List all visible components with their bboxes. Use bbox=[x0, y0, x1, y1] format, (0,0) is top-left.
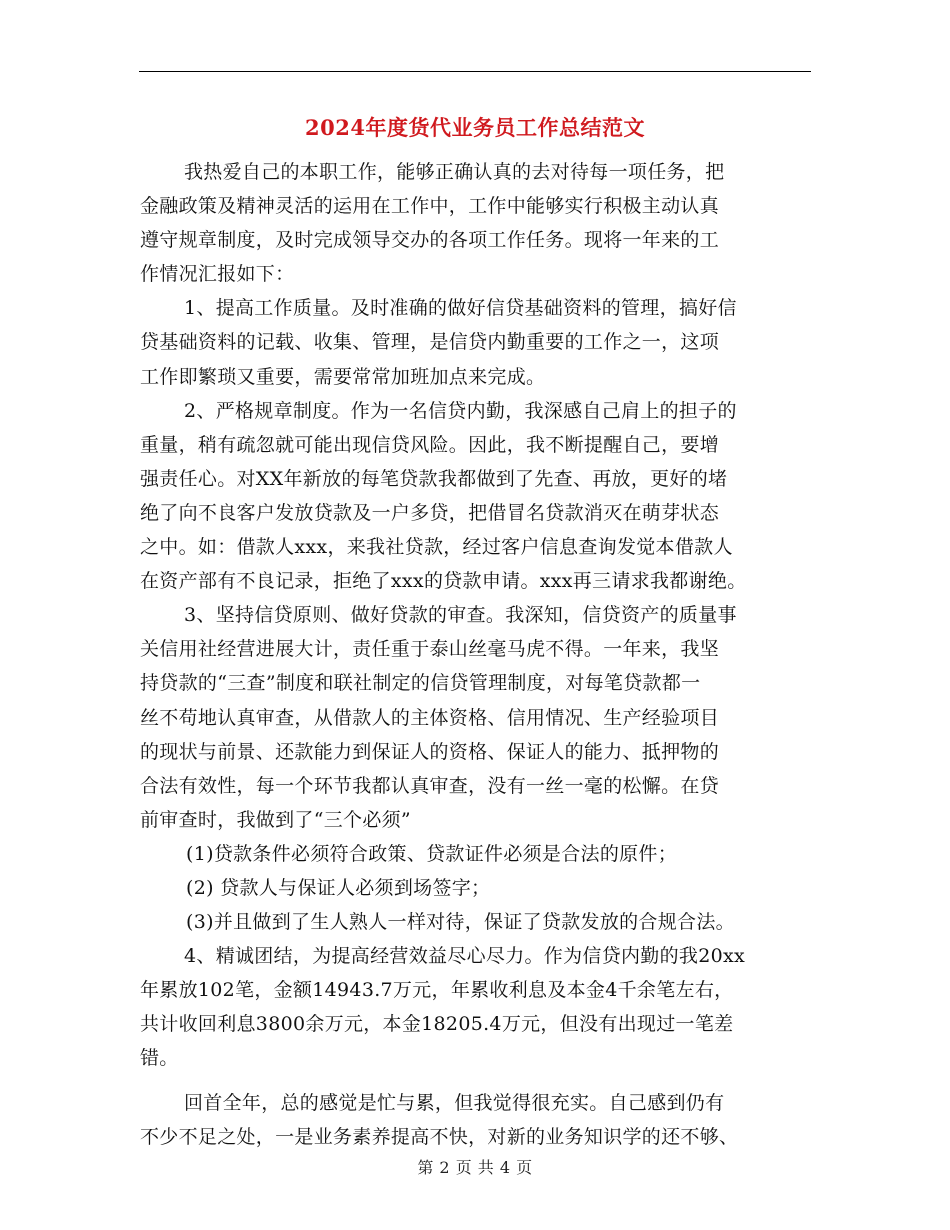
paragraph-line: 强责任心。对XX年新放的每笔贷款我都做到了先查、再放，更好的堵 bbox=[140, 467, 728, 490]
paragraph-line: 关信用社经营进展大计，责任重于泰山丝毫马虎不得。一年来，我坚 bbox=[140, 638, 720, 661]
paragraph-line: 贷基础资料的记载、收集、管理，是信贷内勤重要的工作之一，这项 bbox=[140, 331, 720, 354]
paragraph-line: 1、提高工作质量。及时准确的做好信贷基础资料的管理，搞好信 bbox=[184, 297, 737, 320]
paragraph-line: 之中。如：借款人xxx，来我社贷款，经过客户信息查询发觉本借款人 bbox=[140, 536, 733, 559]
paragraph-line: 的现状与前景、还款能力到保证人的资格、保证人的能力、抵押物的 bbox=[140, 740, 720, 763]
list-item: (2) 贷款人与保证人必须到场签字； bbox=[186, 876, 491, 899]
paragraph-line: 错。 bbox=[140, 1047, 179, 1070]
paragraph-line: 丝不苟地认真审查，从借款人的主体资格、信用情况、生产经验项目 bbox=[140, 706, 720, 729]
document-body bbox=[140, 155, 812, 1154]
paragraph-line: 金融政策及精神灵活的运用在工作中，工作中能够实行积极主动认真 bbox=[140, 195, 720, 218]
list-item: (3)并且做到了生人熟人一样对待，保证了贷款发放的合规合法。 bbox=[186, 911, 735, 934]
paragraph-line: 遵守规章制度，及时完成领导交办的各项工作任务。现将一年来的工 bbox=[140, 229, 720, 252]
paragraph-line: 在资产部有不良记录，拒绝了xxx的贷款申请。xxx再三请求我都谢绝。 bbox=[140, 570, 747, 593]
paragraph-line: 共计收回利息3800余万元，本金18205.4万元，但没有出现过一笔差 bbox=[140, 1013, 734, 1036]
paragraph-line: 我热爱自己的本职工作，能够正确认真的去对待每一项任务，把 bbox=[184, 161, 725, 183]
paragraph-line: 绝了向不良客户发放贷款及一户多贷，把借冒名贷款消灭在萌芽状态 bbox=[140, 501, 720, 524]
header-rule bbox=[139, 71, 811, 72]
paragraph-line: 重量，稍有疏忽就可能出现信贷风险。因此，我不断提醒自己，要增 bbox=[140, 433, 720, 456]
paragraph-line: 合法有效性，每一个环节我都认真审查，没有一丝一毫的松懈。在贷 bbox=[140, 774, 720, 797]
paragraph-line: 4、精诚团结，为提高经营效益尽心尽力。作为信贷内勤的我20xx bbox=[184, 945, 745, 968]
paragraph-line: 2、严格规章制度。作为一名信贷内勤，我深感自己肩上的担子的 bbox=[184, 399, 737, 422]
list-item: (1)贷款条件必须符合政策、贷款证件必须是合法的原件； bbox=[186, 842, 678, 865]
page-number: 第 2 页 共 4 页 bbox=[417, 1158, 533, 1177]
document-title: 2024年度货代业务员工作总结范文 bbox=[305, 115, 645, 140]
paragraph-line: 3、坚持信贷原则、做好贷款的审查。我深知，信贷资产的质量事 bbox=[184, 604, 737, 627]
paragraph-line: 持贷款的“三查”制度和联社制定的信贷管理制度，对每笔贷款都一 bbox=[140, 672, 701, 695]
paragraph-line: 前审查时，我做到了“三个必须” bbox=[140, 808, 411, 831]
paragraph-line: 不少不足之处，一是业务素养提高不快，对新的业务知识学的还不够、 bbox=[140, 1125, 739, 1148]
paragraph-line: 作情况汇报如下： bbox=[140, 263, 295, 286]
paragraph-line: 年累放102笔，金额14943.7万元，年累收利息及本金4千余笔左右， bbox=[140, 979, 734, 1002]
paragraph-line: 回首全年，总的感觉是忙与累，但我觉得很充实。自己感到仍有 bbox=[184, 1091, 725, 1114]
paragraph-line: 工作即繁琐又重要，需要常常加班加点来完成。 bbox=[140, 365, 546, 388]
paragraph-spacer bbox=[140, 1076, 812, 1086]
